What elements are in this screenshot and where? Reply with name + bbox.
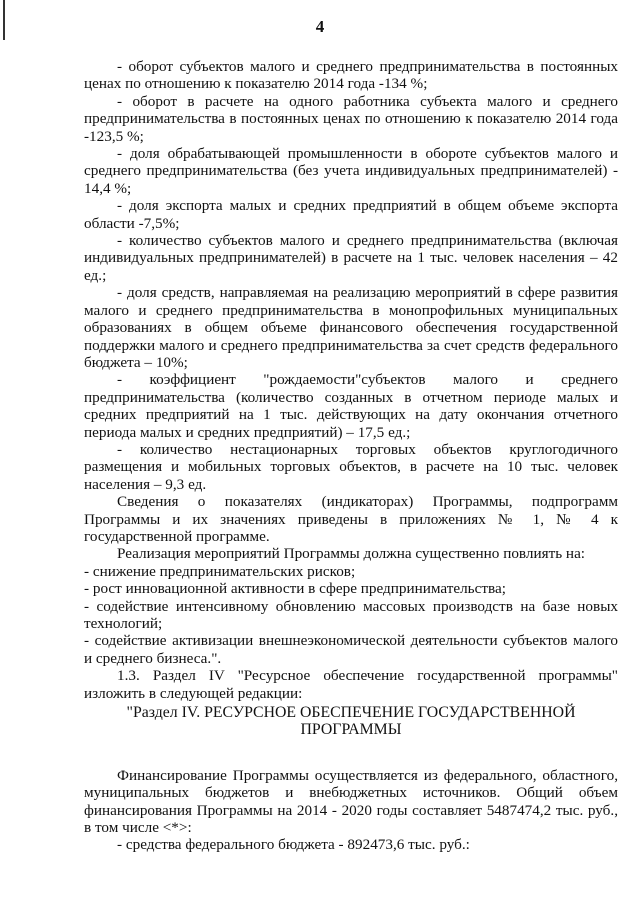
section-heading: "Раздел IV. РЕСУРСНОЕ ОБЕСПЕЧЕНИЕ ГОСУДАРСТВЕННОЙ ПРОГРАММЫ <box>126 704 576 739</box>
impact-item-risk: - снижение предпринимательских рисков; <box>84 562 356 580</box>
page-number: 4 <box>315 17 325 36</box>
impact-item-renewal: - содействие интенсивному обновлению массовых производств на базе новых технологий; <box>84 597 618 632</box>
indicator-sme-count: - количество субъектов малого и среднего предпринимательства (включая индивидуальных предпринимателей) в расчете на 1 тыс. человек населения – 42 ед.; <box>84 232 618 284</box>
document-body <box>84 58 618 854</box>
federal-budget-line: - средства федерального бюджета - 892473,6 тыс. руб.: <box>117 836 470 854</box>
indicators-reference-paragraph: Сведения о показателях (индикаторах) Программы, подпрограмм Программы и их значениях приведены в приложениях № 1, № 4 к государственной программе. <box>84 493 618 545</box>
indicator-trade-objects: - количество нестационарных торговых объектов круглогодичного размещения и мобильных торговых объектов, в расчете на 10 тыс. человек населения – 9,3 ед. <box>84 440 618 493</box>
indicator-monotown-funds-share: - доля средств, направляемая на реализацию мероприятий в сфере развития малого и среднего предпринимательства в монопрофильных муниципальных образованиях в общем объеме финансового обеспечения государственной поддержки малого и среднего предпринимательства за счет средств федерального бюджета – 10%; <box>84 284 618 371</box>
impact-intro: Реализация мероприятий Программы должна существенно повлиять на: <box>117 545 586 563</box>
financing-paragraph: Финансирование Программы осуществляется из федерального, областного, муниципальных бюджетов и внебюджетных источников. Общий объем финансирования Программы на 2014 - 2020 годы составляет 5487474,2 тыс. руб., в том числе <*>: <box>84 766 618 837</box>
indicator-turnover: - оборот субъектов малого и среднего предпринимательства в постоянных ценах по отношению к показателю 2014 года -134 %; <box>84 58 618 93</box>
impact-item-innovation: - рост инновационной активности в сфере предпринимательства; <box>84 580 506 598</box>
impact-item-export-activity: - содействие активизации внешнеэкономической деятельности субъектов малого и среднего бизнеса.". <box>84 632 618 667</box>
indicator-export-share: - доля экспорта малых и средних предприятий в общем объеме экспорта области -7,5%; <box>84 197 618 232</box>
indicator-birth-rate: - коэффициент "рождаемости"субъектов малого и среднего предпринимательства (количество созданных в отчетном периоде малых и средних предприятий на 1 тыс. действующих на дату окончания отчетного периода малых и средних предприятий) – 17,5 ед.; <box>84 371 618 441</box>
indicator-turnover-per-worker: - оборот в расчете на одного работника субъекта малого и среднего предпринимательства в постоянных ценах по отношению к показателю 2014 года -123,5 %; <box>84 92 618 145</box>
indicator-manufacturing-share: - доля обрабатывающей промышленности в обороте субъектов малого и среднего предпринимательства (без учета индивидуальных предпринимателей) - 14,4 %; <box>84 145 618 197</box>
amendment-1-3: 1.3. Раздел IV "Ресурсное обеспечение государственной программы" изложить в следующей редакции: <box>84 667 618 702</box>
